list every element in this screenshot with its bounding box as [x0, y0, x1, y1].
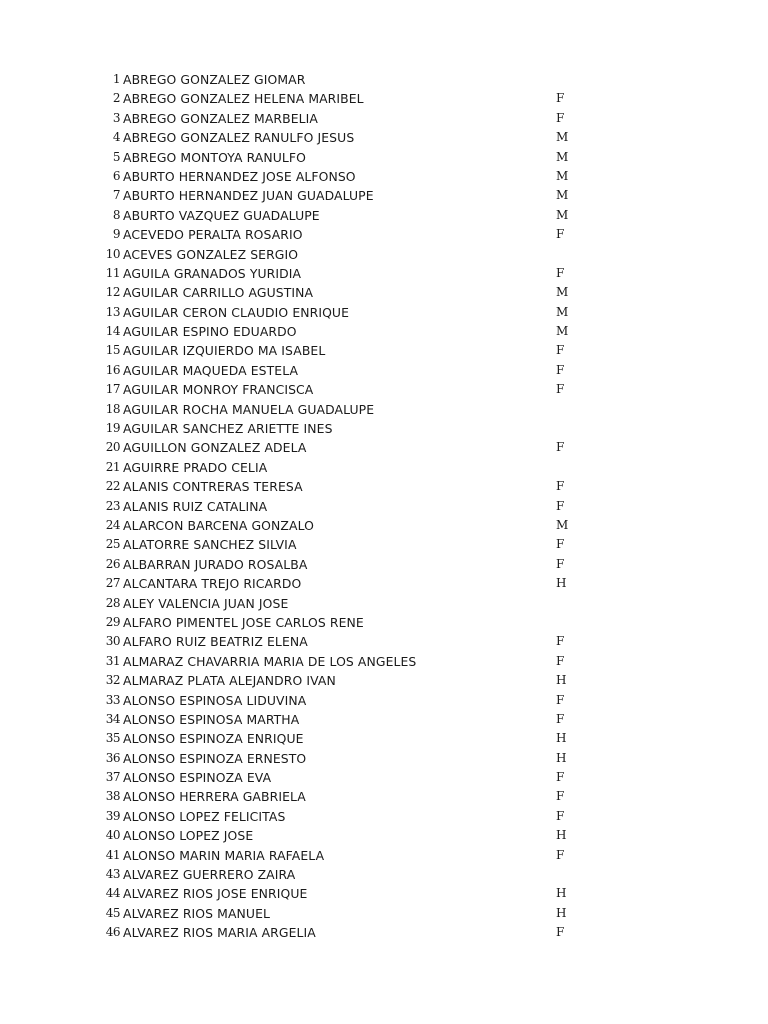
list-item — [0, 846, 768, 865]
list-item — [0, 322, 768, 341]
row-number: 22 — [105, 479, 120, 494]
row-number: 13 — [105, 304, 120, 319]
full-name: ALCANTARA TREJO RICARDO — [123, 576, 302, 592]
list-item — [0, 438, 768, 457]
row-number: 12 — [105, 285, 120, 300]
list-item — [0, 632, 768, 651]
list-item — [0, 206, 768, 225]
row-number: 5 — [112, 149, 120, 164]
row-number: 16 — [105, 362, 120, 377]
row-number: 2 — [112, 91, 120, 106]
row-number: 3 — [112, 110, 120, 125]
full-name: ALEY VALENCIA JUAN JOSE — [123, 595, 289, 611]
full-name: ALVAREZ RIOS MANUEL — [123, 905, 270, 921]
row-number: 31 — [105, 653, 120, 668]
full-name: AGUILLON GONZALEZ ADELA — [123, 440, 307, 456]
full-name: ALONSO MARIN MARIA RAFAELA — [123, 847, 325, 863]
sex-code: F — [556, 227, 565, 242]
list-item — [0, 884, 768, 903]
row-number: 23 — [105, 498, 120, 513]
row-number: 26 — [105, 556, 120, 571]
sex-code: H — [556, 828, 567, 843]
row-number: 24 — [105, 517, 120, 532]
list-item — [0, 787, 768, 806]
sex-code: F — [556, 343, 565, 358]
list-item — [0, 594, 768, 613]
row-number: 36 — [105, 750, 120, 765]
full-name: ABREGO GONZALEZ MARBELIA — [123, 110, 318, 126]
list-item — [0, 710, 768, 729]
full-name: ALVAREZ RIOS JOSE ENRIQUE — [123, 886, 308, 902]
list-item — [0, 691, 768, 710]
sex-code: F — [556, 847, 565, 862]
full-name: ALONSO LOPEZ JOSE — [123, 828, 254, 844]
sex-code: F — [556, 770, 565, 785]
sex-code: H — [556, 886, 567, 901]
full-name: ABURTO HERNANDEZ JUAN GUADALUPE — [123, 188, 374, 204]
full-name: ALMARAZ PLATA ALEJANDRO IVAN — [123, 673, 336, 689]
row-number: 9 — [112, 227, 120, 242]
row-number: 43 — [105, 867, 120, 882]
sex-code: M — [556, 188, 569, 203]
sex-code: F — [556, 265, 565, 280]
list-item — [0, 186, 768, 205]
list-item — [0, 923, 768, 942]
row-number: 33 — [105, 692, 120, 707]
sex-code: M — [556, 517, 569, 532]
sex-code: H — [556, 731, 567, 746]
row-number: 1 — [112, 72, 120, 86]
sex-code: M — [556, 207, 569, 222]
row-number: 8 — [112, 207, 120, 222]
full-name: ALONSO ESPINOZA EVA — [123, 770, 272, 786]
full-name: AGUILAR ESPINO EDUARDO — [123, 324, 297, 340]
sex-code: F — [556, 808, 565, 823]
list-item — [0, 419, 768, 438]
full-name: AGUILA GRANADOS YURIDIA — [123, 265, 302, 281]
row-number: 10 — [105, 246, 120, 261]
row-number: 44 — [105, 886, 120, 901]
list-item — [0, 400, 768, 419]
row-number: 14 — [105, 324, 120, 339]
row-number: 19 — [105, 421, 120, 436]
sex-code: M — [556, 149, 569, 164]
row-number: 20 — [105, 440, 120, 455]
sex-code: H — [556, 750, 567, 765]
sex-code: F — [556, 653, 565, 668]
list-item — [0, 516, 768, 535]
list-item — [0, 303, 768, 322]
sex-code: F — [556, 91, 565, 106]
sex-code: H — [556, 905, 567, 920]
list-item — [0, 380, 768, 399]
sex-code: F — [556, 556, 565, 571]
list-item — [0, 167, 768, 186]
list-item — [0, 613, 768, 632]
list-item — [0, 904, 768, 923]
full-name: ALONSO ESPINOZA ENRIQUE — [123, 731, 304, 747]
row-number: 6 — [112, 168, 120, 183]
sex-code: F — [556, 537, 565, 552]
row-number: 45 — [105, 905, 120, 920]
full-name: ALONSO LOPEZ FELICITAS — [123, 808, 286, 824]
list-item — [0, 283, 768, 302]
sex-code: M — [556, 324, 569, 339]
list-item — [0, 458, 768, 477]
full-name: AGUILAR CERON CLAUDIO ENRIQUE — [123, 304, 350, 320]
list-item — [0, 749, 768, 768]
full-name: ALMARAZ CHAVARRIA MARIA DE LOS ANGELES — [123, 653, 417, 669]
list-item — [0, 341, 768, 360]
full-name: ALANIS RUIZ CATALINA — [123, 498, 268, 514]
full-name: ACEVES GONZALEZ SERGIO — [123, 246, 299, 262]
list-item — [0, 89, 768, 108]
row-number: 7 — [112, 188, 120, 203]
full-name: ALVAREZ GUERRERO ZAIRA — [123, 867, 296, 883]
full-name: ALATORRE SANCHEZ SILVIA — [123, 537, 297, 553]
full-name: AGUIRRE PRADO CELIA — [123, 459, 268, 475]
sex-code: M — [556, 130, 569, 145]
full-name: ABREGO GONZALEZ GIOMAR — [123, 72, 306, 87]
full-name: ABURTO VAZQUEZ GUADALUPE — [123, 207, 320, 223]
sex-code: M — [556, 168, 569, 183]
row-number: 15 — [105, 343, 120, 358]
sex-code: F — [556, 382, 565, 397]
full-name: AGUILAR IZQUIERDO MA ISABEL — [123, 343, 326, 359]
full-name: AGUILAR SANCHEZ ARIETTE INES — [123, 421, 333, 437]
row-number: 29 — [105, 614, 120, 629]
list-item — [0, 729, 768, 748]
sex-code: F — [556, 440, 565, 455]
list-item — [0, 148, 768, 167]
full-name: ABURTO HERNANDEZ JOSE ALFONSO — [123, 168, 356, 184]
list-item — [0, 109, 768, 128]
list-item — [0, 70, 768, 89]
full-name: AGUILAR ROCHA MANUELA GUADALUPE — [123, 401, 375, 417]
name-list — [0, 70, 768, 943]
list-item — [0, 768, 768, 787]
full-name: ALONSO HERRERA GABRIELA — [123, 789, 306, 805]
row-number: 17 — [105, 382, 120, 397]
row-number: 37 — [105, 770, 120, 785]
full-name: ALFARO PIMENTEL JOSE CARLOS RENE — [123, 614, 364, 630]
row-number: 40 — [105, 828, 120, 843]
row-number: 41 — [105, 847, 120, 862]
list-item — [0, 361, 768, 380]
full-name: ALFARO RUIZ BEATRIZ ELENA — [123, 634, 308, 650]
full-name: ALANIS CONTRERAS TERESA — [123, 479, 303, 495]
sex-code: F — [556, 925, 565, 940]
sex-code: F — [556, 479, 565, 494]
row-number: 28 — [105, 595, 120, 610]
row-number: 46 — [105, 925, 120, 940]
full-name: ABREGO GONZALEZ HELENA MARIBEL — [123, 91, 364, 107]
row-number: 25 — [105, 537, 120, 552]
sex-code: M — [556, 304, 569, 319]
row-number: 27 — [105, 576, 120, 591]
list-item — [0, 807, 768, 826]
full-name: ALONSO ESPINOSA MARTHA — [123, 711, 300, 727]
sex-code: F — [556, 110, 565, 125]
list-item — [0, 652, 768, 671]
full-name: ABREGO GONZALEZ RANULFO JESUS — [123, 130, 355, 146]
list-item — [0, 264, 768, 283]
list-item — [0, 671, 768, 690]
sex-code: H — [556, 673, 567, 688]
row-number: 18 — [105, 401, 120, 416]
full-name: AGUILAR MAQUEDA ESTELA — [123, 362, 299, 378]
full-name: ALONSO ESPINOSA LIDUVINA — [123, 692, 307, 708]
row-number: 30 — [105, 634, 120, 649]
list-item — [0, 865, 768, 884]
list-item — [0, 245, 768, 264]
sex-code: F — [556, 634, 565, 649]
full-name: ACEVEDO PERALTA ROSARIO — [123, 227, 303, 243]
sex-code: M — [556, 285, 569, 300]
row-number: 38 — [105, 789, 120, 804]
sex-code: F — [556, 711, 565, 726]
list-item — [0, 826, 768, 845]
full-name: AGUILAR MONROY FRANCISCA — [123, 382, 314, 398]
list-item — [0, 497, 768, 516]
list-item — [0, 128, 768, 147]
full-name: ALBARRAN JURADO ROSALBA — [123, 556, 308, 572]
row-number: 4 — [112, 130, 120, 145]
list-item — [0, 574, 768, 593]
full-name: ALARCON BARCENA GONZALO — [123, 517, 314, 533]
full-name: ALVAREZ RIOS MARIA ARGELIA — [123, 925, 316, 941]
row-number: 39 — [105, 808, 120, 823]
row-number: 21 — [105, 459, 120, 474]
list-item — [0, 477, 768, 496]
row-number: 34 — [105, 711, 120, 726]
sex-code: F — [556, 362, 565, 377]
full-name: AGUILAR CARRILLO AGUSTINA — [123, 285, 314, 301]
sex-code: F — [556, 789, 565, 804]
row-number: 11 — [105, 265, 120, 280]
row-number: 32 — [105, 673, 120, 688]
full-name: ALONSO ESPINOZA ERNESTO — [123, 750, 307, 766]
full-name: ABREGO MONTOYA RANULFO — [123, 149, 306, 165]
list-item — [0, 555, 768, 574]
sex-code: F — [556, 498, 565, 513]
list-item — [0, 535, 768, 554]
sex-code: H — [556, 576, 567, 591]
list-item — [0, 225, 768, 244]
row-number: 35 — [105, 731, 120, 746]
sex-code: F — [556, 692, 565, 707]
